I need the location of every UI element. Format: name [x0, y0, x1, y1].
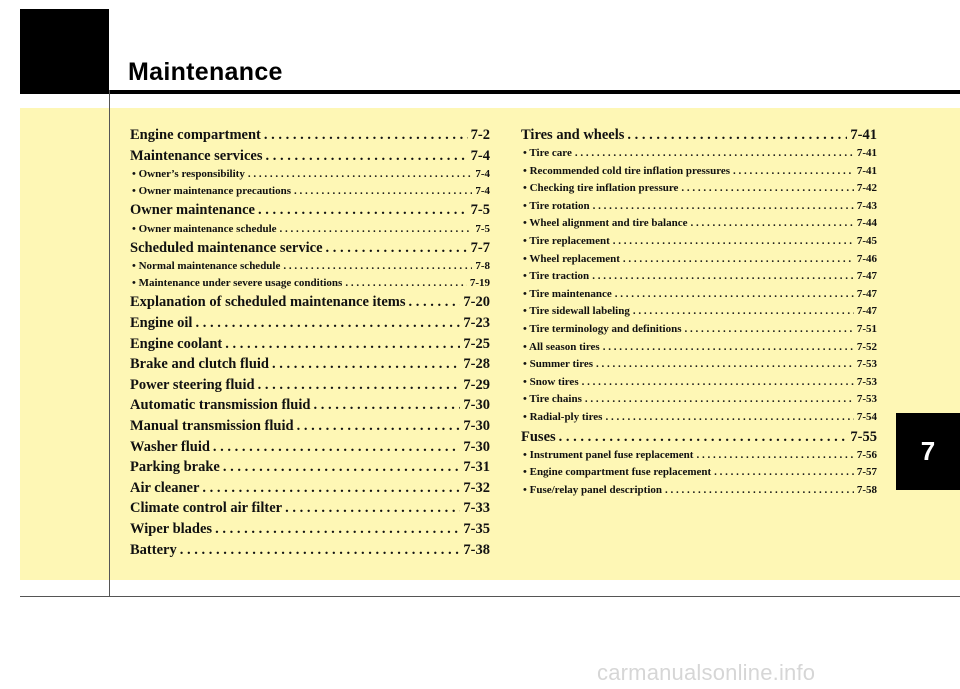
toc-subentry[interactable] [521, 374, 877, 392]
toc-entry-title: Engine coolant [130, 335, 223, 352]
dot-leader [605, 409, 853, 427]
toc-entry[interactable] [130, 238, 490, 259]
toc-entry-page: 7-30 [463, 397, 490, 414]
toc-subentry[interactable] [130, 275, 490, 292]
toc-subentry[interactable] [521, 268, 877, 286]
watermark: carmanualsonline.info [597, 660, 816, 685]
dot-leader [585, 391, 854, 409]
toc-entry[interactable] [130, 200, 490, 221]
toc-entry-page: 7-45 [856, 234, 877, 247]
toc-subentry[interactable] [521, 356, 877, 374]
toc-entry-title: • Normal maintenance schedule [132, 260, 281, 273]
toc-entry-title: Climate control air filter [130, 500, 283, 517]
dot-leader [313, 395, 460, 416]
dot-leader [258, 200, 468, 221]
toc-entry-title: Tires and wheels [521, 127, 625, 143]
toc-entry-page: 7-29 [463, 376, 490, 393]
toc-entry-title: Automatic transmission fluid [130, 397, 311, 414]
toc-entry-page: 7-55 [850, 428, 877, 445]
toc-subentry[interactable] [521, 482, 877, 500]
toc-subentry[interactable] [130, 183, 490, 200]
toc-entry-page: 7-8 [475, 260, 490, 273]
toc-entry-title: • Tire rotation [523, 199, 590, 212]
toc-entry[interactable] [130, 334, 490, 355]
dot-leader [195, 313, 460, 334]
dot-leader [225, 334, 460, 355]
toc-entry-page: 7-23 [463, 314, 490, 331]
toc-entry-title: Owner maintenance [130, 202, 255, 219]
toc-subentry[interactable] [130, 166, 490, 183]
toc-entry-title: • All season tires [523, 340, 600, 353]
toc-entry[interactable] [130, 416, 490, 437]
toc-entry-page: 7-41 [856, 147, 877, 159]
dot-leader [213, 437, 461, 458]
toc-entry-page: 7-42 [856, 182, 877, 195]
toc-entry-title: Scheduled maintenance service [130, 239, 323, 256]
toc-subentry[interactable] [521, 251, 877, 269]
dot-leader [627, 125, 847, 145]
toc-subentry[interactable] [521, 339, 877, 357]
toc-entry-title: • Tire sidewall labeling [523, 305, 630, 318]
toc-subentry[interactable] [521, 233, 877, 251]
toc-entry-title: • Wheel replacement [523, 252, 620, 265]
toc-entry-page: 7-28 [463, 356, 490, 373]
toc-subentry[interactable] [521, 215, 877, 233]
toc-entry-title: • Engine compartment fuse replacement [523, 466, 712, 479]
dot-leader [294, 183, 472, 200]
dot-leader [681, 180, 853, 198]
toc-entry-title: Power steering fluid [130, 376, 255, 393]
toc-entry-title: Air cleaner [130, 479, 200, 496]
toc-entry[interactable] [130, 498, 490, 519]
chapter-tab[interactable]: 7 [896, 413, 960, 490]
toc-entry[interactable] [130, 125, 490, 146]
dot-leader [733, 163, 854, 181]
dot-leader [285, 498, 460, 519]
toc-entry-page: 7-4 [475, 168, 490, 181]
toc-entry-page: 7-58 [856, 483, 877, 496]
dot-leader [623, 251, 854, 269]
toc-subentry[interactable] [521, 464, 877, 482]
dot-leader [633, 303, 854, 321]
toc-entry-page: 7-19 [469, 277, 490, 290]
margin-line [109, 90, 110, 597]
toc-entry[interactable] [130, 540, 490, 561]
toc-entry-title: Explanation of scheduled maintenance items [130, 294, 406, 311]
toc-entry[interactable] [130, 478, 490, 499]
toc-entry-page: 7-5 [470, 202, 490, 219]
dot-leader [265, 146, 467, 167]
toc-entry-page: 7-7 [470, 239, 490, 256]
dot-leader [684, 321, 853, 339]
toc-entry-page: 7-47 [856, 287, 877, 300]
toc-entry-page: 7-41 [856, 164, 877, 177]
toc-entry-page: 7-53 [856, 375, 877, 388]
toc-entry-title: Brake and clutch fluid [130, 356, 269, 373]
toc-entry-page: 7-44 [856, 217, 877, 230]
page-title: Maintenance [128, 58, 283, 86]
toc-column-left [130, 125, 490, 560]
header-black-block [20, 9, 109, 90]
toc-entry[interactable] [130, 313, 490, 334]
dot-leader [613, 233, 854, 251]
toc-entry-page: 7-25 [463, 335, 490, 352]
dot-leader [202, 478, 460, 499]
toc-entry-page: 7-46 [856, 252, 877, 265]
toc-entry-page: 7-56 [856, 448, 877, 461]
toc-entry-title: • Tire care [523, 147, 572, 159]
toc-entry-title: • Tire maintenance [523, 287, 612, 300]
dot-leader [258, 375, 461, 396]
dot-leader [665, 482, 854, 500]
toc-entry-page: 7-4 [470, 147, 490, 164]
toc-entry-title: • Owner maintenance precautions [132, 185, 291, 198]
dot-leader [714, 464, 854, 482]
toc-entry[interactable] [130, 437, 490, 458]
dot-leader [696, 447, 853, 465]
toc-entry-page: 7-30 [463, 417, 490, 434]
toc-entry[interactable] [521, 427, 877, 447]
dot-leader [297, 416, 461, 437]
toc-subentry[interactable] [521, 391, 877, 409]
bottom-rule [20, 596, 960, 597]
toc-subentry[interactable] [521, 447, 877, 465]
toc-column-right [521, 125, 877, 499]
toc-entry-page: 7-35 [463, 520, 490, 537]
dot-leader [593, 198, 854, 216]
toc-subentry[interactable] [521, 409, 877, 427]
dot-leader [264, 125, 468, 146]
toc-entry-title: Washer fluid [130, 438, 210, 455]
dot-leader [615, 286, 854, 304]
toc-entry-title: • Owner’s responsibility [132, 168, 245, 181]
toc-entry-title: • Snow tires [523, 375, 579, 388]
toc-entry-page: 7-51 [856, 322, 877, 335]
dot-leader [409, 292, 461, 313]
toc-subentry[interactable] [521, 198, 877, 216]
toc-subentry[interactable] [521, 180, 877, 198]
toc-entry[interactable] [130, 375, 490, 396]
toc-entry-page: 7-47 [856, 270, 877, 283]
dot-leader [575, 145, 854, 163]
toc-entry-page: 7-53 [856, 393, 877, 406]
toc-entry-title: Wiper blades [130, 520, 213, 537]
toc-entry-page: 7-53 [856, 358, 877, 371]
toc-subentry[interactable] [521, 145, 877, 163]
toc-entry-page: 7-4 [475, 185, 490, 198]
toc-entry-page: 7-57 [856, 466, 877, 479]
toc-entry-title: Battery [130, 541, 177, 558]
toc-entry-page: 7-41 [850, 127, 877, 143]
toc-subentry[interactable] [521, 163, 877, 181]
dot-leader [592, 268, 854, 286]
dot-leader [596, 356, 854, 374]
toc-entry[interactable] [521, 125, 877, 145]
toc-entry-title: • Maintenance under severe usage conditions [132, 277, 343, 290]
toc-entry-title: • Tire replacement [523, 234, 610, 247]
dot-leader [345, 275, 467, 292]
toc-entry-title: • Recommended cold tire inflation pressures [523, 164, 731, 177]
toc-entry-title: • Instrument panel fuse replacement [523, 448, 694, 461]
toc-entry-title: • Summer tires [523, 358, 594, 371]
toc-entry-title: Engine oil [130, 314, 193, 331]
toc-entry-title: • Radial-ply tires [523, 410, 603, 423]
toc-entry-page: 7-54 [856, 410, 877, 423]
toc-entry-page: 7-20 [463, 294, 490, 311]
toc-entry-title: • Fuse/relay panel description [523, 483, 663, 496]
toc-entry-page: 7-32 [463, 479, 490, 496]
toc-entry-title: Engine compartment [130, 127, 261, 143]
toc-subentry[interactable] [521, 303, 877, 321]
dot-leader [559, 427, 848, 447]
toc-entry[interactable] [130, 292, 490, 313]
title-rule [20, 90, 960, 94]
toc-entry-title: • Owner maintenance schedule [132, 222, 277, 235]
toc-entry-title: Manual transmission fluid [130, 417, 294, 434]
toc-subentry[interactable] [130, 221, 490, 238]
dot-leader [280, 221, 473, 238]
toc-entry-page: 7-33 [463, 500, 490, 517]
toc-entry-page: 7-52 [856, 340, 877, 353]
toc-entry-title: Maintenance services [130, 147, 263, 164]
toc-entry-title: Fuses [521, 428, 556, 445]
toc-entry-page: 7-47 [856, 305, 877, 318]
toc-entry[interactable] [130, 519, 490, 540]
toc-entry-page: 7-30 [463, 438, 490, 455]
toc-entry-title: • Checking tire inflation pressure [523, 182, 679, 195]
toc-entry[interactable] [130, 395, 490, 416]
dot-leader [180, 540, 461, 561]
toc-entry-title: • Wheel alignment and tire balance [523, 217, 688, 230]
dot-leader [326, 238, 468, 259]
toc-subentry[interactable] [130, 258, 490, 275]
dot-leader [603, 339, 854, 357]
dot-leader [582, 374, 854, 392]
toc-entry-page: 7-5 [475, 222, 490, 235]
dot-leader [272, 354, 460, 375]
toc-entry-page: 7-43 [856, 199, 877, 212]
toc-entry-page: 7-31 [463, 459, 490, 476]
dot-leader [223, 457, 461, 478]
toc-entry[interactable] [130, 146, 490, 167]
toc-entry[interactable] [130, 457, 490, 478]
toc-entry-page: 7-2 [470, 127, 490, 143]
toc-entry-title: • Tire terminology and definitions [523, 322, 682, 335]
toc-entry-title: Parking brake [130, 459, 220, 476]
toc-entry-title: • Tire traction [523, 270, 590, 283]
toc-entry[interactable] [130, 354, 490, 375]
dot-leader [690, 215, 853, 233]
dot-leader [215, 519, 460, 540]
toc-subentry[interactable] [521, 286, 877, 304]
dot-leader [248, 166, 472, 183]
toc-subentry[interactable] [521, 321, 877, 339]
toc-entry-page: 7-38 [463, 541, 490, 558]
toc-entry-title: • Tire chains [523, 393, 582, 406]
dot-leader [283, 258, 472, 275]
